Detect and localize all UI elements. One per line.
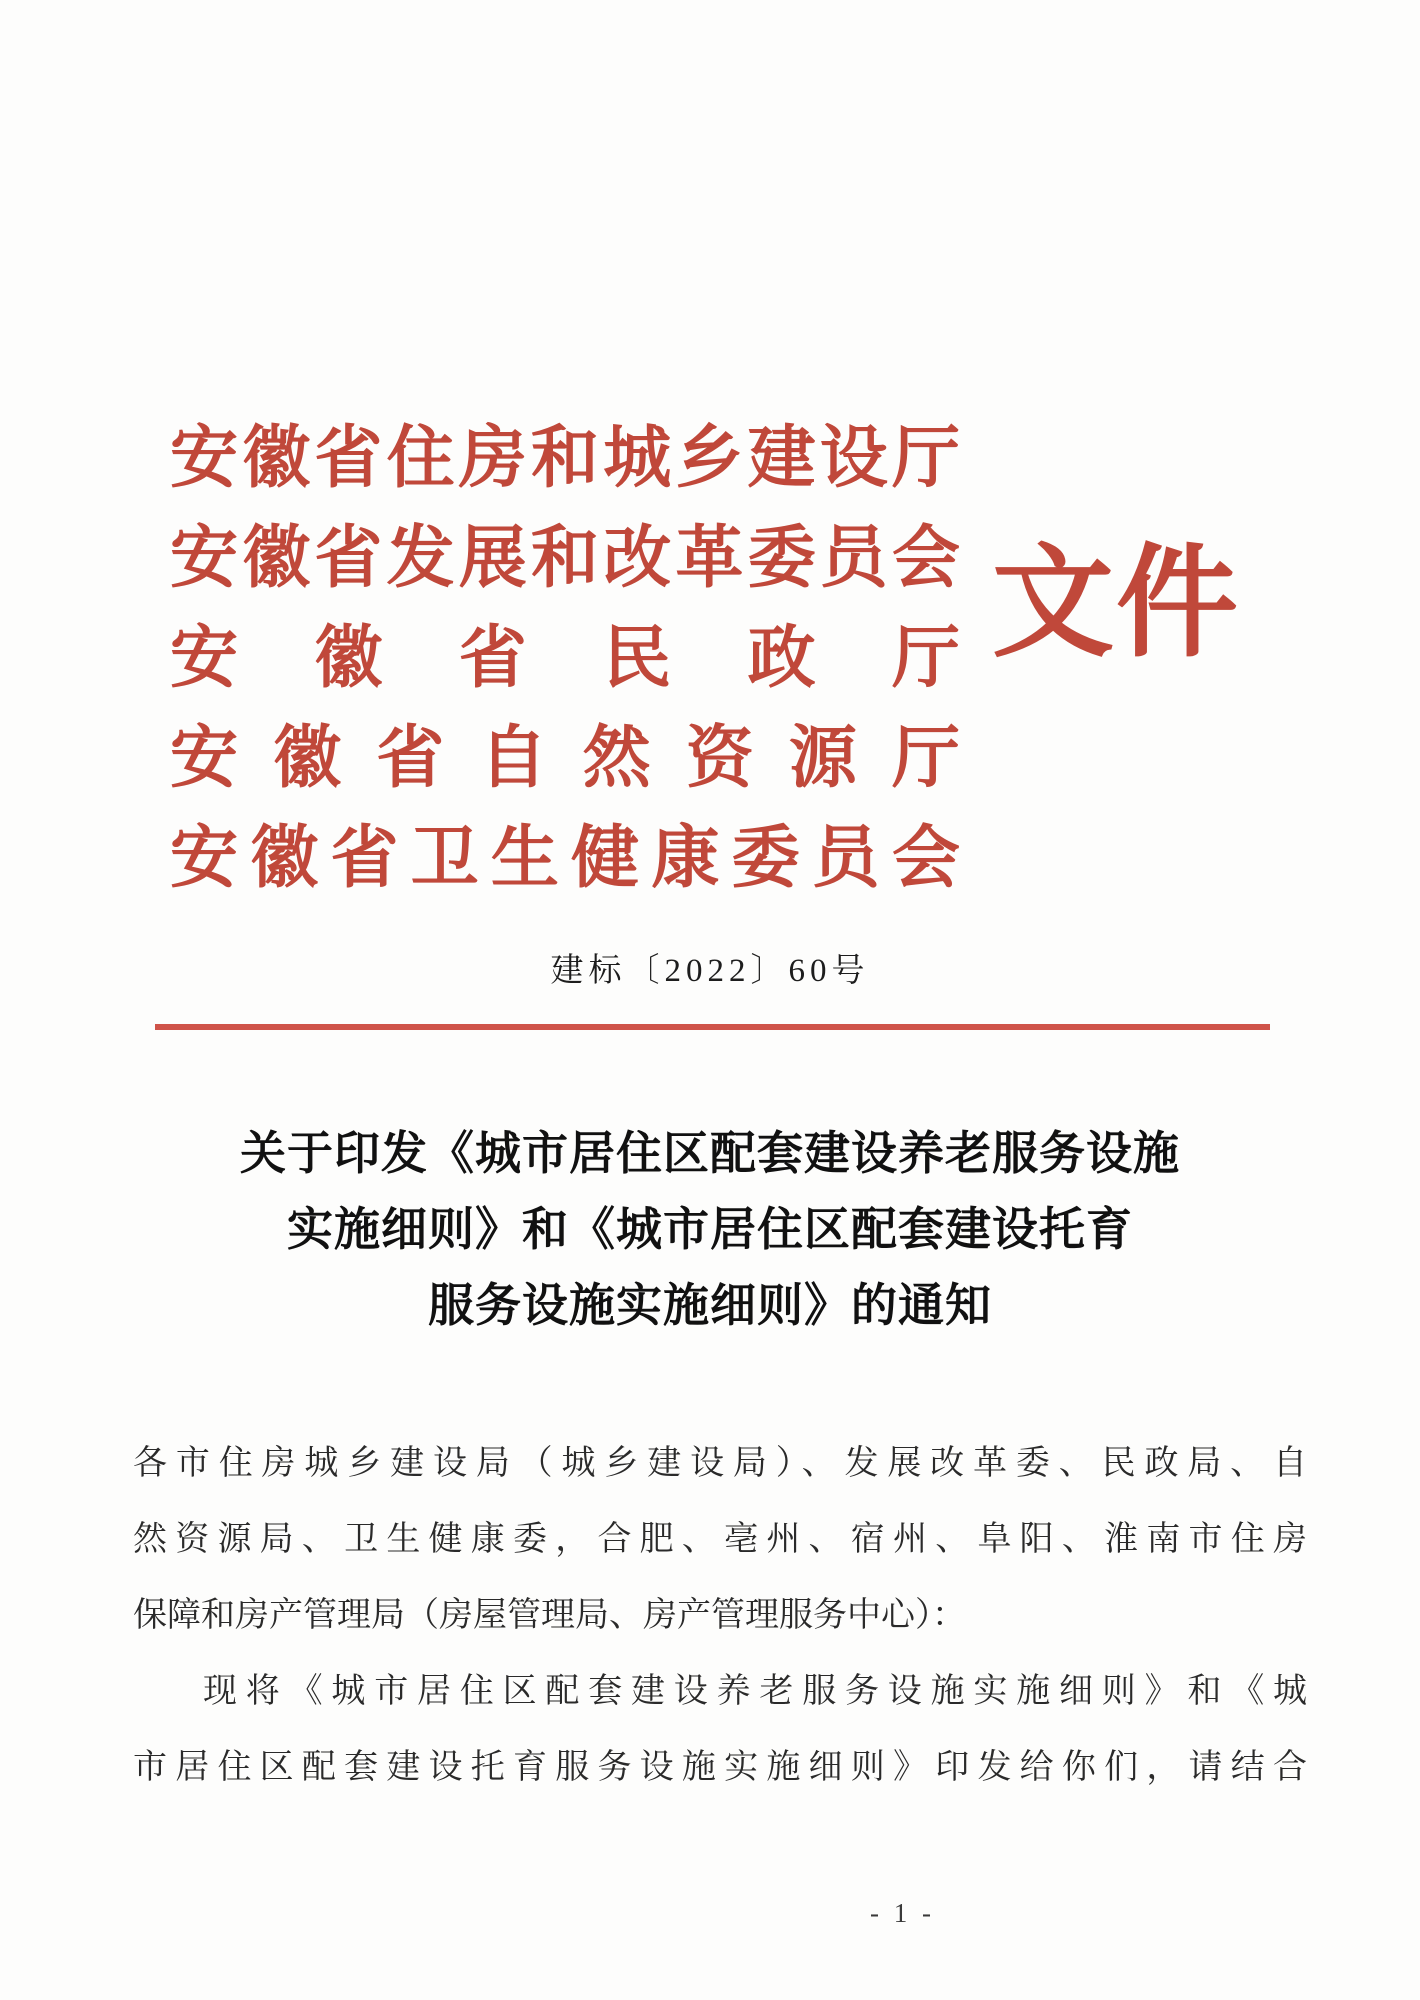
title-line: 关于印发《城市居住区配套建设养老服务设施	[240, 1128, 1180, 1179]
agency-name: 安徽省民政厅	[170, 620, 960, 696]
body-text-line: 保障和房产管理局（房屋管理局、房产管理服务中心）：	[133, 1597, 966, 1634]
body-text-line: 然资源局、卫生健康委，合肥、亳州、宿州、阜阳、淮南市住房	[133, 1521, 1307, 1558]
doc-type-label: 文件	[992, 537, 1240, 672]
title-line: 实施细则》和《城市居住区配套建设托育	[287, 1204, 1133, 1255]
document-body	[133, 1426, 1307, 1806]
letterhead-agency-list	[170, 408, 960, 908]
document-title	[0, 1116, 1420, 1344]
page-number: - 1 -	[870, 1898, 935, 1928]
title-line: 服务设施实施细则》的通知	[428, 1280, 992, 1331]
agency-name: 安徽省自然资源厅	[170, 720, 960, 796]
body-text-line: 各市住房城乡建设局（城乡建设局）、发展改革委、民政局、自	[133, 1445, 1307, 1482]
reference-number: 建标〔2022〕60号	[550, 953, 870, 989]
agency-name: 安徽省发展和改革委员会	[170, 520, 960, 596]
agency-name: 安徽省卫生健康委员会	[170, 820, 960, 896]
agency-name: 安徽省住房和城乡建设厅	[170, 420, 960, 496]
body-text-line: 市居住区配套建设托育服务设施实施细则》印发给你们，请结合	[133, 1749, 1307, 1786]
letterhead-divider-rule	[155, 1024, 1270, 1030]
body-text-line: 现将《城市居住区配套建设养老服务设施实施细则》和《城	[203, 1673, 1307, 1710]
